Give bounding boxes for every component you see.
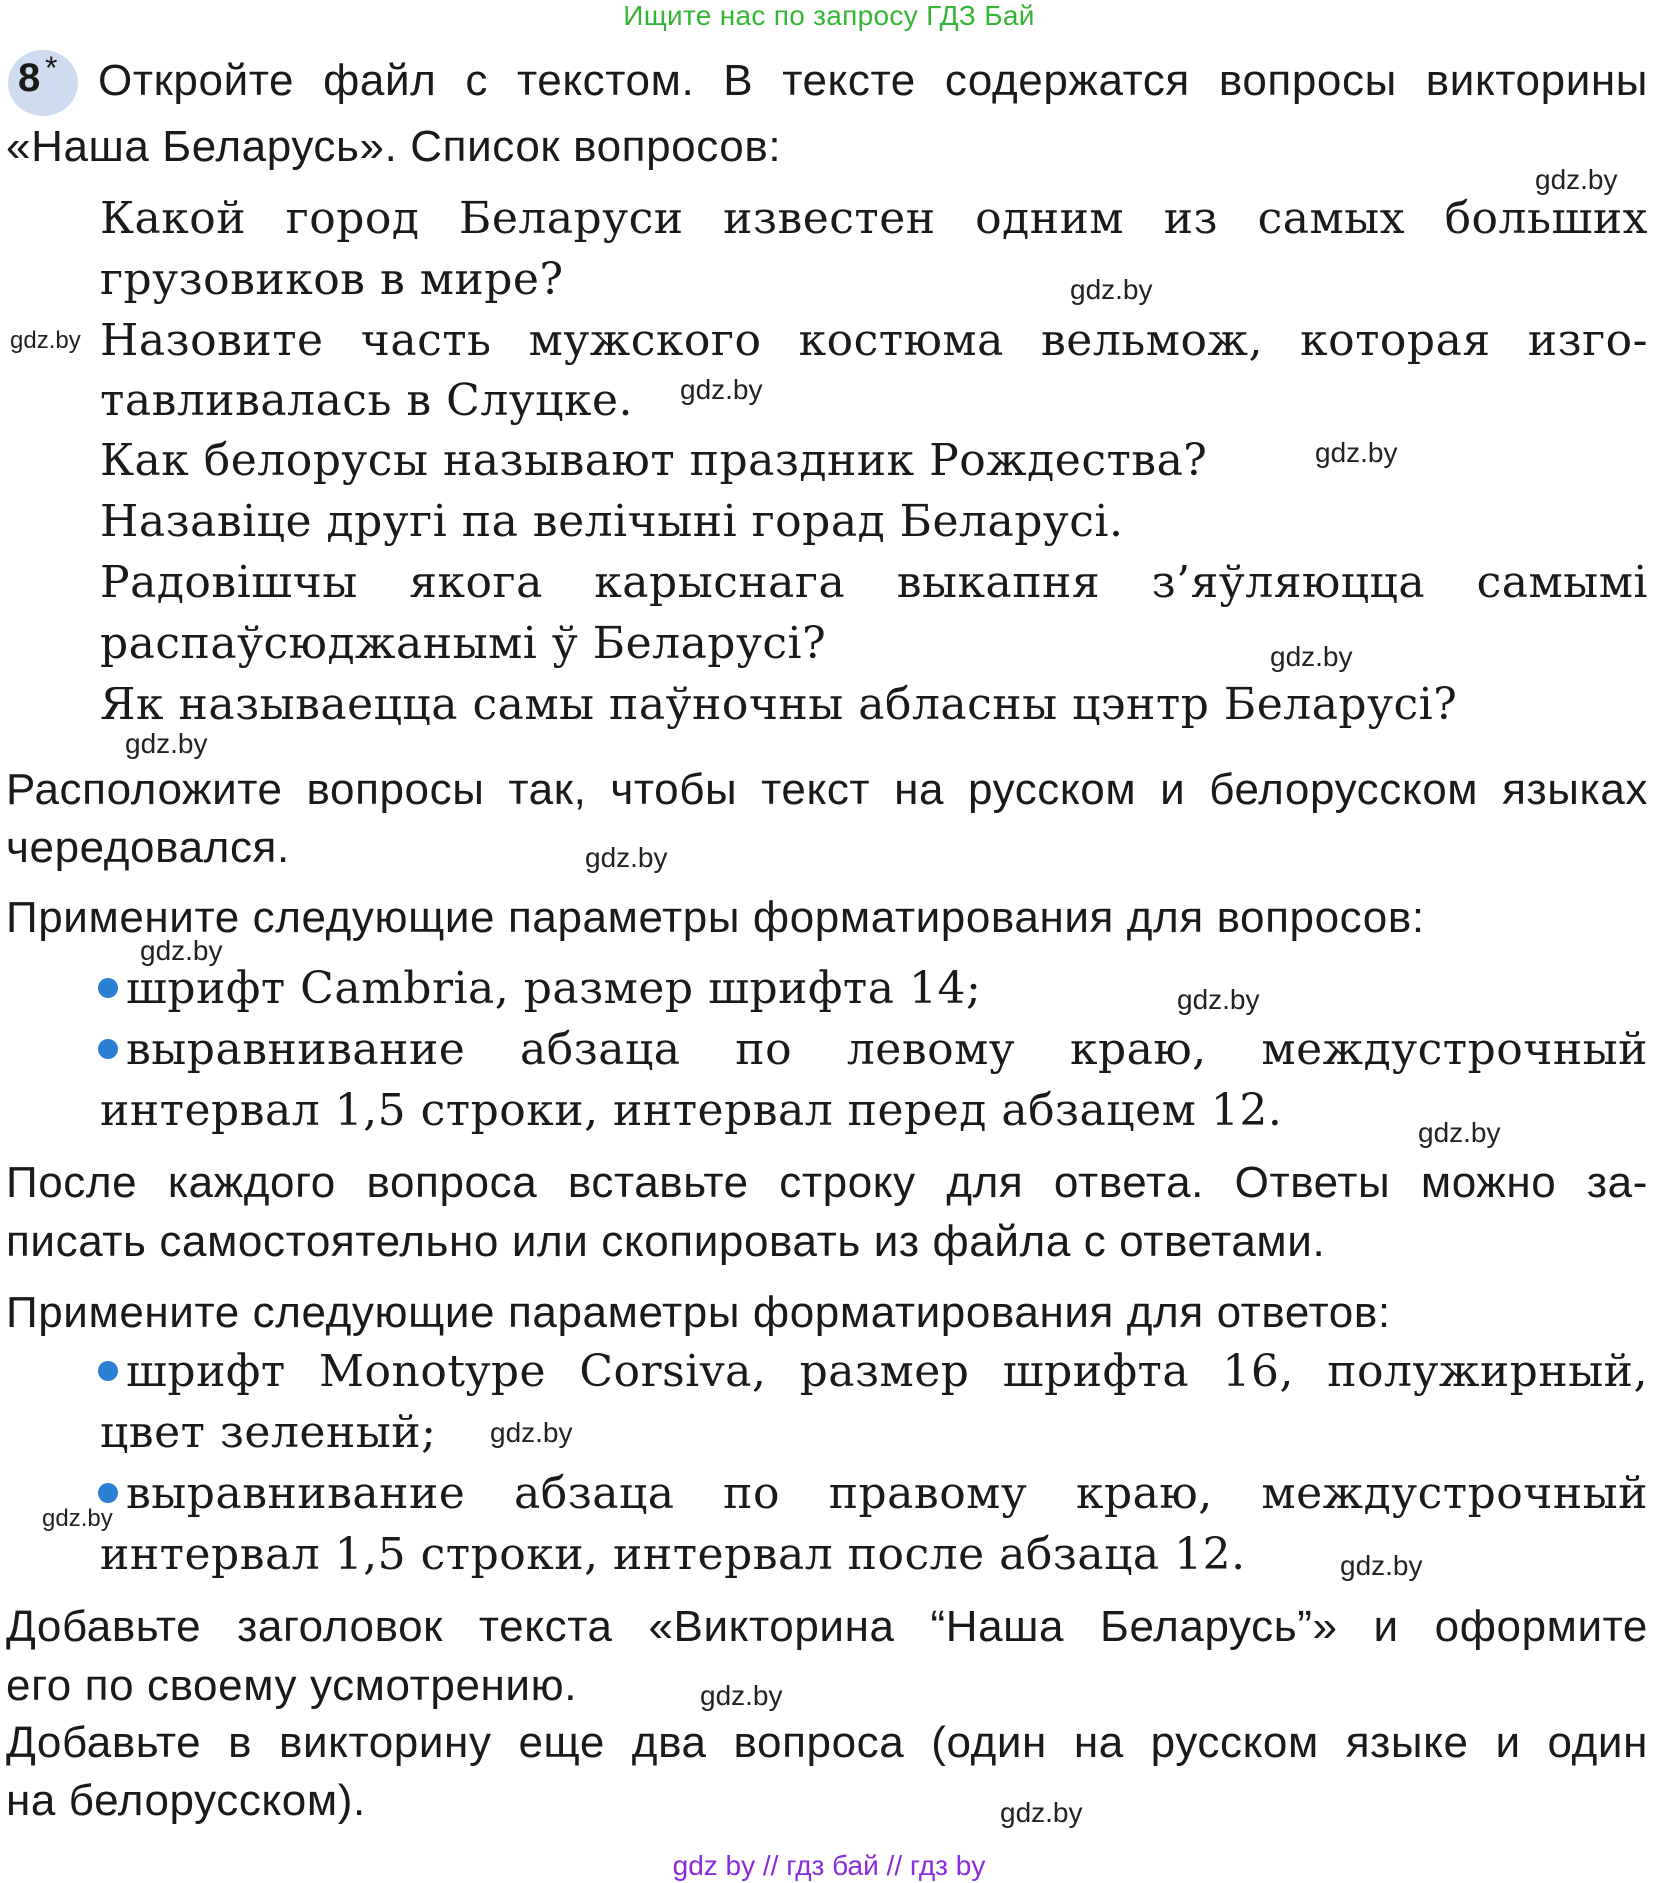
- add-note-line-1: Добавьте в викторину еще два вопроса (один на русском языке и один: [6, 1718, 1648, 1767]
- format-answers-bullet-2-text: выравнивание абзаца по правому краю, междустрочный: [126, 1468, 1648, 1519]
- format-answers-bullet-2: [98, 1468, 1648, 1519]
- format-answers-bullet-1-line-2: цвет зеленый;: [100, 1407, 437, 1458]
- watermark: gdz.by: [140, 935, 223, 966]
- watermark: gdz.by: [1340, 1550, 1423, 1581]
- format-questions-bullet-1: [98, 963, 981, 1014]
- top-banner: Ищите нас по запросу ГДЗ Бай: [623, 0, 1035, 31]
- watermark: gdz.by: [10, 327, 81, 354]
- watermark: gdz.by: [1270, 641, 1353, 672]
- watermark: gdz.by: [1418, 1117, 1501, 1148]
- bullet-dot: [98, 1361, 118, 1381]
- format-questions-bullet-2-line-2: интервал 1,5 строки, интервал перед абзацем 12.: [100, 1085, 1283, 1136]
- watermark: gdz.by: [1000, 1797, 1083, 1828]
- add-note-line-2: на белорусском).: [6, 1776, 366, 1825]
- answers-note-line-1: После каждого вопроса вставьте строку для ответа. Ответы можно за-: [6, 1158, 1648, 1207]
- watermark: gdz.by: [700, 1680, 783, 1711]
- format-answers-bullet-1: [98, 1346, 1648, 1397]
- watermark: gdz.by: [1315, 437, 1398, 468]
- format-questions-heading: Примените следующие параметры форматирования для вопросов:: [6, 893, 1425, 942]
- watermark: gdz.by: [585, 842, 668, 873]
- watermark: gdz.by: [490, 1417, 573, 1448]
- question-1-line-1: Какой город Беларуси известен одним из самых больших: [100, 193, 1648, 244]
- watermark: gdz.by: [1177, 984, 1260, 1015]
- watermark: gdz.by: [1070, 274, 1153, 305]
- watermark: gdz.by: [680, 374, 763, 405]
- format-answers-heading: Примените следующие параметры форматирования для ответов:: [6, 1288, 1391, 1337]
- answers-note-line-2: писать самостоятельно или скопировать из файла с ответами.: [6, 1217, 1326, 1266]
- question-1-line-2: грузовиков в мире?: [100, 254, 564, 305]
- question-5-line-1: Радовішчы якога карыснага выкапня з’яўляюцца самымі: [100, 557, 1648, 608]
- arrange-line-2: чередовался.: [6, 823, 290, 872]
- watermark: gdz.by: [1535, 164, 1618, 195]
- format-questions-bullet-1-text: шрифт Cambria, размер шрифта 14;: [126, 963, 982, 1014]
- footer-links: gdz by // гдз бай // гдз by: [672, 1850, 986, 1881]
- title-note-line-1: Добавьте заголовок текста «Викторина “Наша Беларусь”» и оформите: [6, 1602, 1648, 1651]
- question-2-line-2: тавливалась в Слуцке.: [100, 375, 633, 426]
- intro-line-1: Откройте файл с текстом. В тексте содержатся вопросы викторины: [98, 56, 1648, 105]
- question-2-line-1: Назовите часть мужского костюма вельмож, которая изго-: [100, 315, 1648, 366]
- question-3: Как белорусы называют праздник Рождества?: [100, 435, 1208, 486]
- question-5-line-2: распаўсюджанымі ў Беларусі?: [100, 618, 827, 669]
- format-questions-bullet-2-text: выравнивание абзаца по левому краю, междустрочный: [126, 1024, 1648, 1075]
- format-questions-bullet-2: [98, 1024, 1648, 1075]
- arrange-line-1: Расположите вопросы так, чтобы текст на русском и белорусском языках: [6, 765, 1648, 814]
- intro-line-2: «Наша Беларусь». Список вопросов:: [6, 122, 782, 171]
- task-star-marker: *: [45, 50, 58, 86]
- title-note-line-2: его по своему усмотрению.: [6, 1661, 578, 1710]
- format-answers-bullet-2-line-2: интервал 1,5 строки, интервал после абзаца 12.: [100, 1529, 1246, 1580]
- format-answers-bullet-1-text: шрифт Monotype Corsiva, размер шрифта 16, полужирный,: [126, 1346, 1648, 1397]
- watermark: gdz.by: [125, 728, 208, 759]
- watermark: gdz.by: [42, 1505, 113, 1532]
- bullet-dot: [98, 1039, 118, 1059]
- question-6: Як называецца самы паўночны абласны цэнтр Беларусі?: [100, 679, 1458, 730]
- bullet-dot: [98, 1483, 118, 1503]
- bullet-dot: [98, 978, 118, 998]
- question-4: Назавіце другі па велічыні горад Беларусі.: [100, 496, 1124, 547]
- task-number: 8: [18, 56, 41, 100]
